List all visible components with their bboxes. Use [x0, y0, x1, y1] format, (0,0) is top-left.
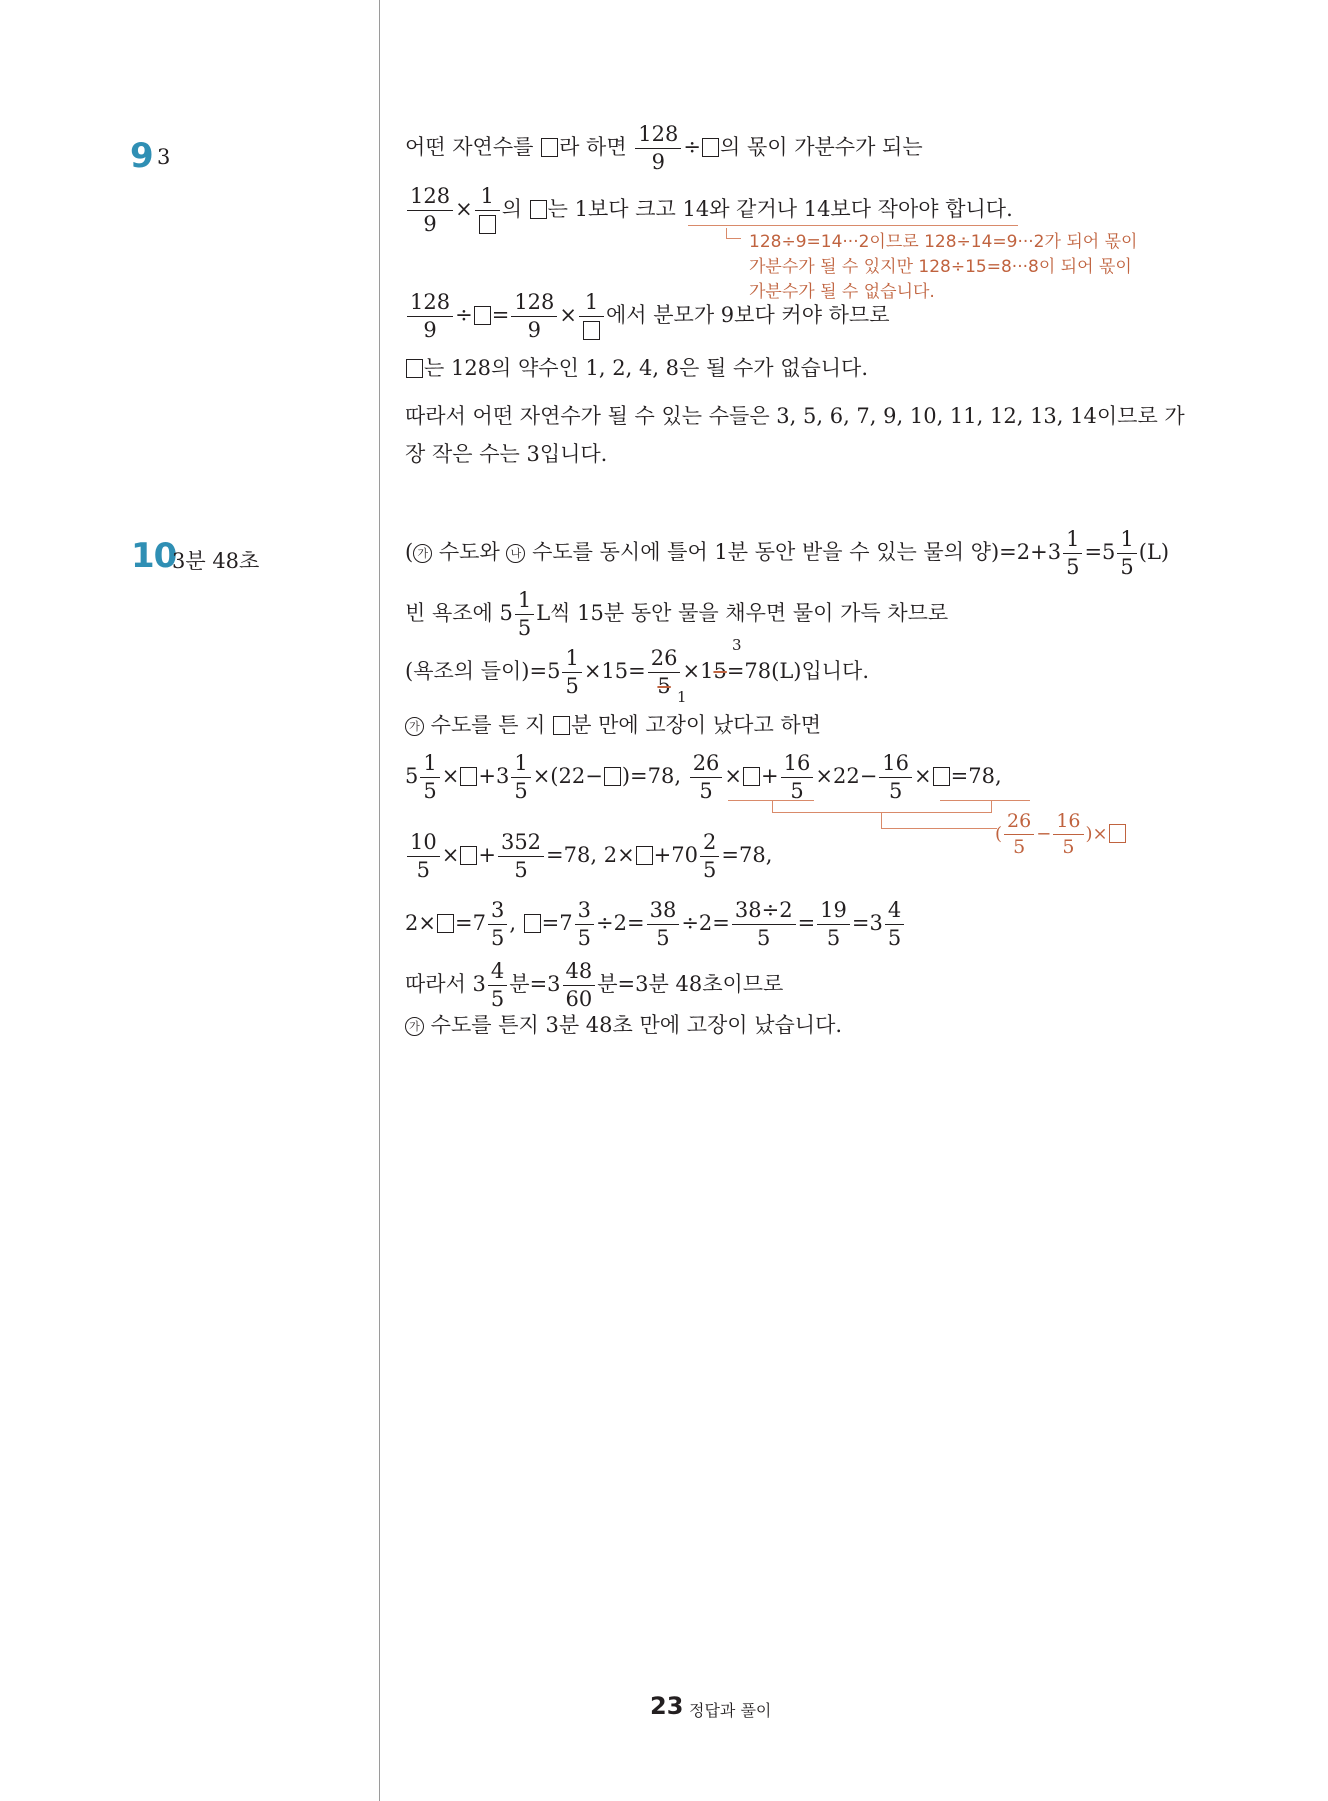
solution-line: 어떤 자연수를 라 하면 $\frac{128}{9}$ ÷ 의 몫이 가분수가 되는: [405, 122, 923, 174]
answer: 3분 48초: [172, 549, 260, 573]
annotation-bracket: [688, 225, 1018, 226]
solution-line: $\frac{128}{9}$ × 1 의 는 1보다 크고 14와 같거나 14보다 작아야 합니다.: [405, 186, 1013, 235]
footer-label: 정답과 풀이: [689, 1701, 772, 1720]
solution-line: $\frac{128}{9}$ ÷ = $\frac{128}{9}$ × 1 에서 분모가 9보다 커야 하므로: [405, 292, 890, 341]
question-number: 10: [131, 536, 177, 576]
page-number: 23: [650, 1692, 684, 1720]
question-number: 9: [130, 136, 153, 176]
annotation-note: ( $\frac{26}{5}$ − $\frac{16}{5}$ )×: [995, 812, 1127, 857]
solution-line: 가 수도를 튼지 3분 48초 만에 고장이 났습니다.: [405, 1010, 842, 1040]
solution-line: ( 가 수도와 나 수도를 동시에 틀어 1분 동안 받을 수 있는 물의 양)=2+3 $\frac{1}{5}$ =5 $\frac{1}{5}$ (L): [405, 527, 1170, 579]
answer: 3: [157, 145, 171, 169]
solution-line: $\frac{10}{5}$ × + $\frac{352}{5}$ =78, 2× +70 $\frac{2}{5}$ =78,: [405, 832, 772, 881]
solution-line: 가 수도를 튼 지 분 만에 고장이 났다고 하면: [405, 710, 821, 740]
solution-line: 5 $\frac{1}{5}$ × +3 $\frac{1}{5}$ ×(22− )=78, $\frac{26}{5}$ × + $\frac{16}{5}$ ×22− $\frac{16}{5}$ × =78,: [405, 751, 1002, 803]
solution-line: 장 작은 수는 3입니다.: [405, 442, 608, 466]
solution-line: 는 128의 약수인 1, 2, 4, 8은 될 수가 없습니다.: [405, 353, 868, 383]
annotation-bracket: [881, 812, 997, 829]
solution-line: (욕조의 들이)=5 $\frac{1}{5}$ ×15= $\frac{26}{5}$ ×15=78(L)입니다.: [405, 646, 870, 698]
annotation-bracket: [726, 228, 741, 239]
solution-line: 빈 욕조에 5 $\frac{1}{5}$ L씩 15분 동안 물을 채우면 물이 가득 차므로: [405, 588, 949, 640]
cancel-result: 1: [677, 688, 687, 706]
annotation-note: 128÷9=14···2이므로 128÷14=9···2가 되어 몫이: [749, 232, 1138, 252]
column-divider: [379, 0, 380, 1801]
cancel-result: 3: [732, 636, 742, 654]
annotation-note: 가분수가 될 수 없습니다.: [749, 282, 935, 302]
solution-line: 2× =7 $\frac{3}{5}$ , =7 $\frac{3}{5}$ ÷2= $\frac{38}{5}$ ÷2= $\frac{38\div 2}{5}$ = $\frac{19}{5}$ =3 $\frac{4}{5}$: [405, 900, 906, 949]
solution-line: 따라서 어떤 자연수가 될 수 있는 수들은 3, 5, 6, 7, 9, 10, 11, 12, 13, 14이므로 가: [405, 404, 1185, 428]
solution-line: 따라서 3 $\frac{4}{5}$ 분=3 $\frac{48}{60}$ 분=3분 48초이므로: [405, 959, 784, 1011]
annotation-note: 가분수가 될 수 있지만 128÷15=8···8이 되어 몫이: [749, 257, 1132, 277]
